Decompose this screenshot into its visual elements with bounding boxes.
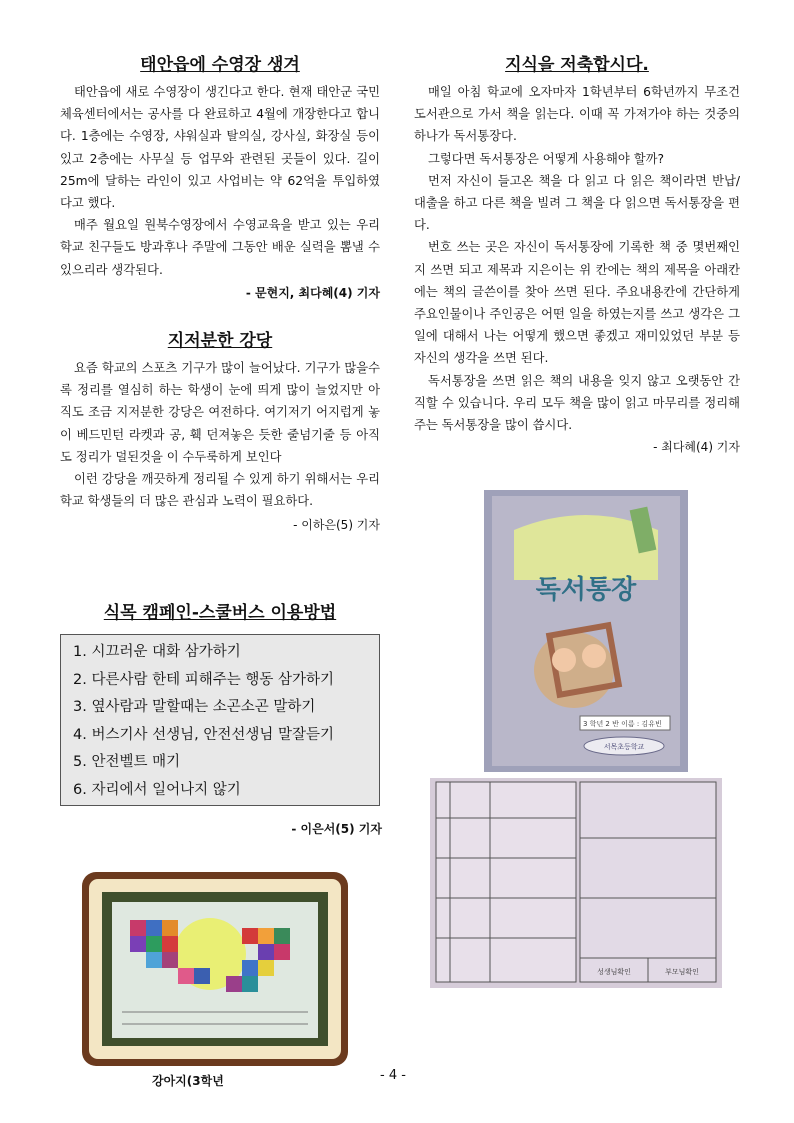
article-paragraph: 매일 아침 학교에 오자마자 1학년부터 6학년까지 무조건 도서관으로 가서 책을 읽는다. 이때 꼭 가져가야 하는 것중의 하나가 독서통장다. [414, 85, 740, 144]
rule-item: 1. 시끄러운 대화 삼가하기 [73, 644, 241, 660]
left-column-2 [60, 326, 380, 533]
article-paragraph: 요즘 학교의 스포츠 기구가 많이 늘어났다. 기구가 많을수록 정리를 열심히 하는 학생이 눈에 띄게 많이 늘었지만 아직도 조금 지저분한 강당은 여전하다. 여기저기 어지럽게 놓이 베드민턴 라켓과 공, 훽 던져놓은 듯한 줄넘기줄 등 아직도 정리가 덜된것을 이 수두룩하게 보인다 [60, 361, 380, 464]
article-paragraph: 독서통장을 쓰면 읽은 책의 내용을 잊지 않고 오랫동안 간직할 수 있습니다. 우리 모두 책을 많이 읽고 마무리를 정리해주는 독서통장을 많이 씁시다. [414, 373, 740, 433]
framed-artwork-photo [82, 872, 348, 1066]
article-title: 지저분한 강당 [167, 331, 273, 351]
right-column [414, 50, 740, 455]
rule-item: 5. 안전벨트 매기 [73, 754, 181, 770]
page-number: - 4 - [380, 1068, 406, 1083]
rule-item: 6. 자리에서 일어나지 않기 [73, 781, 241, 798]
ledger-image [430, 778, 722, 988]
article-byline: - 최다혜(4) 기자 [653, 440, 740, 455]
cover-title: 독서통장 [535, 575, 637, 605]
artwork-image [82, 872, 348, 1066]
reading-passbook-ledger-photo [430, 778, 722, 988]
cover-name-line: 3 학년 2 반 이름 : 김유빈 [583, 720, 662, 728]
article-paragraph: 그렇다면 독서통장은 어떻게 사용해야 할까? [428, 151, 664, 166]
article-paragraph: 태안읍에 새로 수영장이 생긴다고 한다. 현재 태안군 국민체육센터에서는 공사를 다 완료하고 4월에 개장한다고 합니다. 1층에는 수영장, 샤워실과 탈의실, 강사실, 화장실 등이 있고 2층에는 사무실 등 업무와 관련된 곳들이 있다. 길이25m에 달하는 라인이 있고 사업비는 약 62억을 투입하였다고 했다. [60, 85, 380, 211]
article-paragraph: 이런 강당을 깨끗하게 정리될 수 있게 하기 위해서는 우리 학교 학생들의 더 많은 관심과 노력이 필요하다. [60, 472, 380, 509]
reading-passbook-cover-photo [484, 490, 688, 772]
photo-caption: 강아지(3학년 [152, 1074, 224, 1088]
left-column [60, 50, 380, 301]
rule-item: 3. 옆사람과 말할때는 소곤소곤 말하기 [73, 699, 316, 715]
article-title: 태안읍에 수영장 생겨 [140, 55, 300, 75]
book-cover-image [484, 490, 688, 772]
article-byline: - 문현지, 최다혜(4) 기자 [245, 285, 380, 300]
article-byline: - 이은서(5) 기자 [291, 822, 382, 836]
article-byline: - 이하은(5) 기자 [293, 518, 380, 533]
ledger-label: 성생님확인 [597, 968, 631, 976]
article-paragraph: 매주 월요일 원북수영장에서 수영교육을 받고 있는 우리 학교 친구들도 방과후나 주말에 그동안 배운 실력을 뽐낼 수 있으리라 생각된다. [60, 218, 380, 277]
ledger-label: 부모님확인 [665, 968, 699, 976]
article-paragraph: 번호 쓰는 곳은 자신이 독서통장에 기록한 책 중 몇번째인지 쓰면 되고 제목과 지은이는 위 칸에는 책의 제목을 아래칸에는 책의 글쓴이를 찾아 쓰면 된다. 주요내용칸에 간단하게 주요인물이나 주인공은 어떤 일을 하였는지를 쓰고 생각은 그 일에 대해서 나는 어떻게 했으면 좋겠고 재미있었던 부분 등 자신의 생각을 쓰면 된다. [414, 240, 740, 366]
rule-item: 2. 다른사람 한테 피해주는 행동 삼가하기 [73, 671, 334, 688]
bus-rules-box [60, 634, 380, 806]
article-title: 식목 캠페인-스쿨버스 이용방법 [103, 603, 337, 623]
rule-item: 4. 버스기사 선생님, 안전선생님 말잘듣기 [73, 726, 334, 743]
article-title: 지식을 저축합시다. [505, 55, 649, 75]
article-paragraph: 먼저 자신이 들고온 책을 다 읽고 다 읽은 책이라면 반납/대출을 하고 다른 책을 빌려 그 책을 다 읽으면 독서통장을 편다. [414, 173, 740, 233]
cover-school-name: 서목초등학교 [603, 743, 645, 751]
